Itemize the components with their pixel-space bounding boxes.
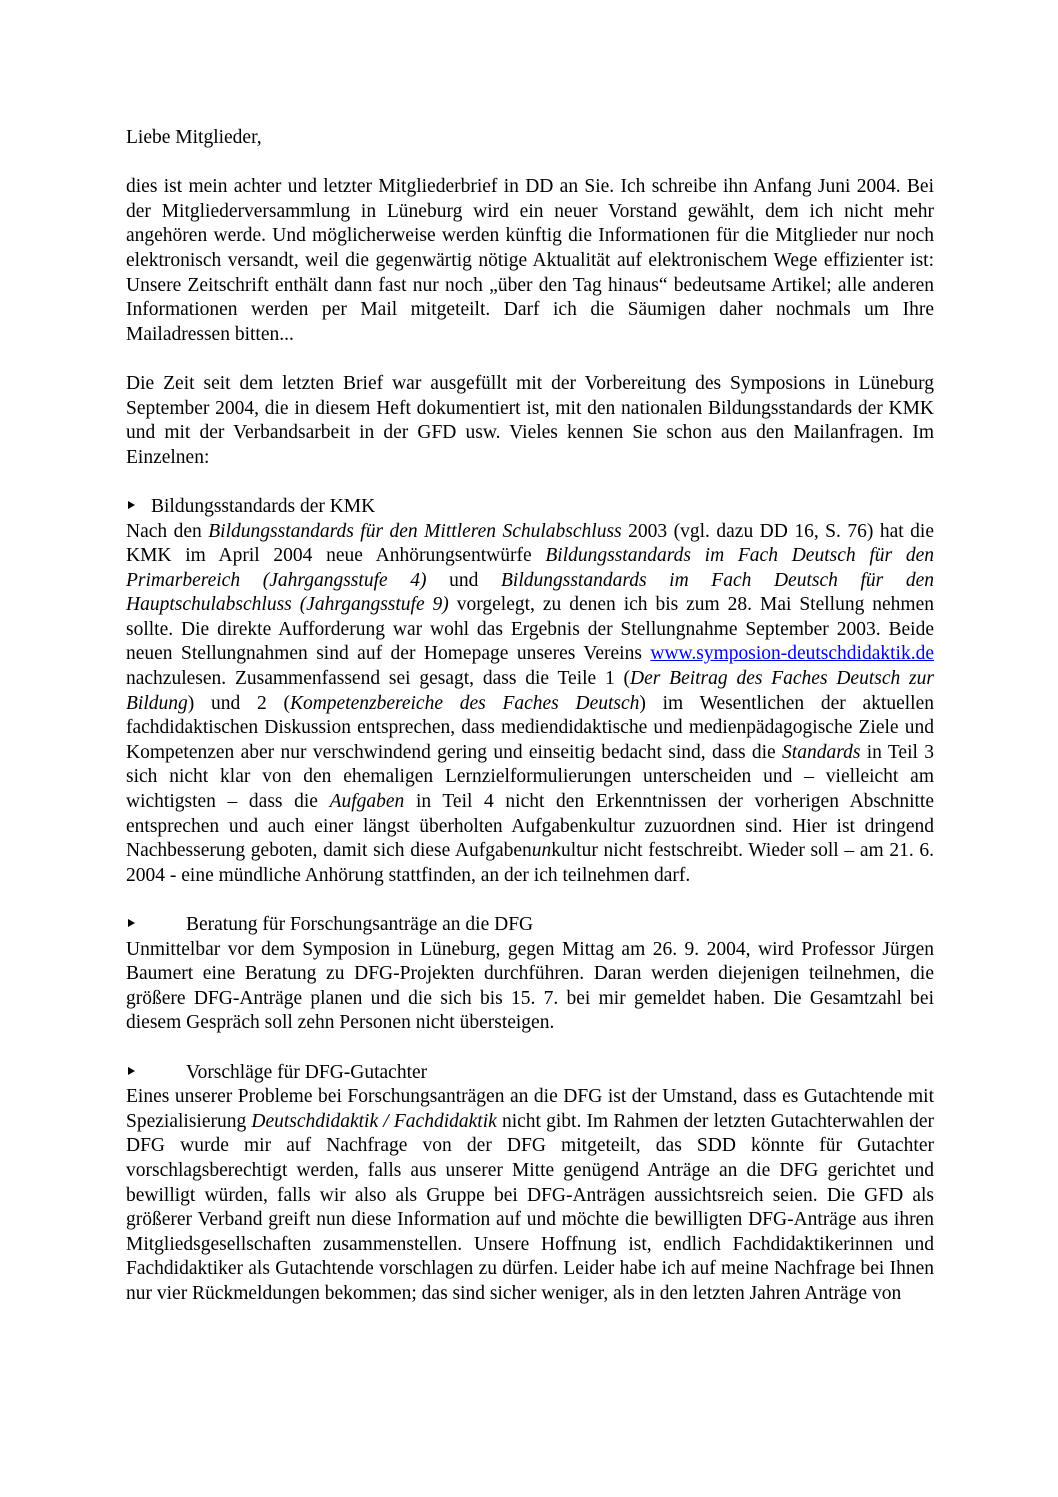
- dfg-beratung-paragraph: Unmittelbar vor dem Symposion in Lüneburg, gegen Mittag am 26. 9. 2004, wird Professor Jürgen Baumert eine Beratung zu DFG-Projekten durchführen. Daran werden diejenigen teilnehmen, die größere DFG-Anträge planen und die sich bis 15. 7. bei mir gemeldet haben. Die Gesamtzahl bei diesem Gespräch soll zehn Personen nicht übersteigen.: [126, 938, 934, 1034]
- triangle-bullet-icon: [128, 919, 135, 927]
- italic-term: Standards: [782, 741, 861, 763]
- italic-title: Bildungsstandards im Fach Deutsch für den Primarbereich (Jahrgangsstufe 4): [126, 545, 935, 591]
- text-run: Nach den: [126, 520, 209, 542]
- text-run: ) im Wesentlichen der aktuellen fachdidaktischen Diskussion entsprechen, dass mediendidaktische und medienpädagogische Ziele und Kompetenzen aber nur verschwindend gering und einseitig bedacht sind, dass die: [126, 692, 934, 763]
- text-run: nicht gibt. Im Rahmen der letzten Gutachterwahlen der DFG wurde mir auf Nachfrage von der DFG mitgeteilt, das SDD könnte für Gutachter vorschlagsberechtigt werden, falls aus unserer Mitte genügend Anträge an die DFG gerichtet und bewilligt würden, falls wir also als Gruppe bei DFG-Anträgen aussichtsreich seien. Die GFD als größerer Verband greift nun diese Information auf und möchte die bewilligten DFG-Anträge aus ihren Mitgliedsgesellschaften zusammenstellen. Unsere Hoffnung ist, endlich Fachdidaktikerinnen und Fachdidaktiker als Gutachtende vorschlagen zu dürfen. Leider habe ich auf meine Nachfrage bei Ihnen nur vier Rückmeldungen bekommen; das sind sicher weniger, als in den letzten Jahren Anträge von: [126, 1110, 935, 1304]
- salutation: Liebe Mitglieder,: [126, 127, 262, 148]
- italic-term: Deutschdidaktik / Fachdidaktik: [251, 1110, 497, 1132]
- italic-title: Bildungsstandards für den Mittleren Schulabschluss: [208, 520, 622, 542]
- text-run: in Teil 3 sich nicht klar von den ehemaligen Lernzielformulierungen unterscheiden und – vielleicht am wichtigsten – dass die: [126, 741, 934, 813]
- section-heading-bildungsstandards: [126, 495, 934, 520]
- text-run: vorgelegt, zu denen ich bis zum 28. Mai Stellung nehmen sollte. Die direkte Aufforderung war wohl das Ergebnis der Stellungnahme September 2003. Beide neuen Stellungnahmen sind auf der Homepage unseres Vereins: [126, 594, 934, 665]
- text-run: und: [426, 569, 501, 591]
- section-heading-text: Bildungsstandards der KMK: [151, 495, 376, 517]
- text-run: kultur nicht festschreibt. Wieder soll – am 21. 6. 2004 - eine mündliche Anhörung stattfinden, an der ich teilnehmen darf.: [126, 840, 934, 886]
- italic-title: Bildungsstandards im Fach Deutsch für den Hauptschulabschluss (Jahrgangsstufe 9): [126, 569, 935, 616]
- italic-title: Kompetenzbereiche des Faches Deutsch: [289, 692, 640, 714]
- bildungsstandards-paragraph: [126, 520, 934, 889]
- italic-title: Der Beitrag des Faches Deutsch zur Bildung: [126, 668, 934, 714]
- intro-paragraph: dies ist mein achter und letzter Mitgliederbrief in DD an Sie. Ich schreibe ihn Anfang Juni 2004. Bei der Mitgliederversammlung in Lüneburg wird ein neuer Vorstand gewählt, dem ich nicht mehr angehören werde. Und möglicherweise werden künftig die Informationen für die Mitglieder nur noch elektronisch versandt, weil die gegenwärtig nötige Aktualität auf elektronischem Wege effizienter ist: Unsere Zeitschrift enthält dann fast nur noch „über den Tag hinaus“ bedeutsame Artikel; alle anderen Informationen werden per Mail mitgeteilt. Darf ich die Säumigen daher nochmals um Ihre Mailadressen bitten...: [126, 176, 934, 345]
- triangle-bullet-icon: [128, 501, 135, 509]
- text-run: 2003 (vgl. dazu DD 16, S. 76) hat die KMK im April 2004 neue Anhörungsentwürfe: [126, 520, 934, 567]
- text-run: Eines unserer Probleme bei Forschungsanträgen an die DFG ist der Umstand, dass es Gutachtende mit Spezialisierung: [126, 1086, 934, 1132]
- section-heading-dfg-gutachter: [126, 1061, 934, 1086]
- italic-term: un: [531, 840, 552, 862]
- dfg-gutachter-paragraph: [126, 1085, 934, 1306]
- text-run: nachzulesen. Zusammenfassend sei gesagt, dass die Teile 1 (: [126, 668, 631, 690]
- letter-page: [126, 126, 934, 1307]
- italic-term: Aufgaben: [329, 791, 405, 813]
- text-run: in Teil 4 nicht den Erkenntnissen der vorherigen Abschnitte entsprechen und auch einer längst überholten Aufgabenkultur zuzuordnen sind. Hier ist dringend Nachbesserung geboten, damit sich diese Aufgaben: [126, 791, 934, 862]
- triangle-bullet-icon: [128, 1067, 135, 1075]
- homepage-link[interactable]: www.symposion-deutschdidaktik.de: [650, 643, 934, 665]
- section-heading-dfg-beratung: [126, 913, 934, 938]
- section-heading-text: Beratung für Forschungsanträge an die DFG: [186, 914, 534, 935]
- section-heading-text: Vorschläge für DFG-Gutachter: [186, 1061, 428, 1083]
- text-run: ) und 2 (: [187, 692, 290, 714]
- overview-paragraph: Die Zeit seit dem letzten Brief war ausgefüllt mit der Vorbereitung des Symposions in Lüneburg September 2004, die in diesem Heft dokumentiert ist, mit den nationalen Bildungsstandards der KMK und mit der Verbandsarbeit in der GFD usw. Vieles kennen Sie schon aus den Mailanfragen. Im Einzelnen:: [126, 372, 934, 468]
